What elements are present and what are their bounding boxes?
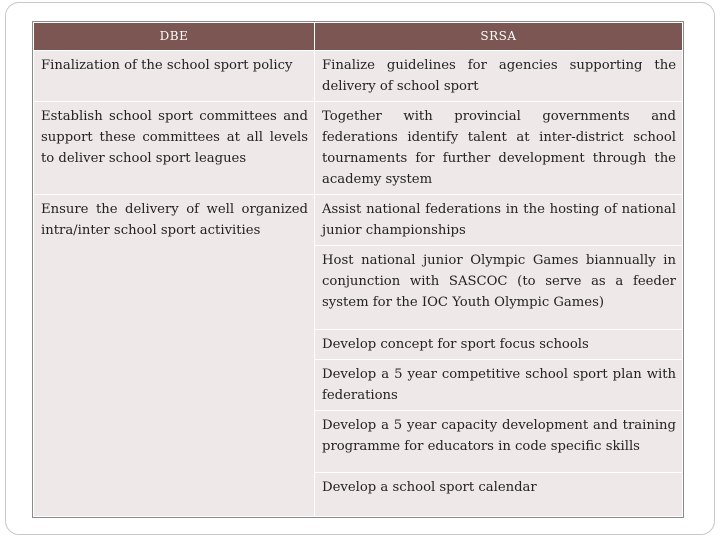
srsa-cell: Develop concept for sport focus schools (315, 330, 683, 360)
dbe-cell: Establish school sport committees and support these committees at all levels to deliver school sport leagues (34, 102, 315, 195)
srsa-cell: Develop a 5 year capacity development and training programme for educators in code specific skills (315, 411, 683, 473)
srsa-cell: Together with provincial governments and federations identify talent at inter-district school tournaments for further development through the academy system (315, 102, 683, 195)
responsibilities-table (33, 22, 683, 517)
srsa-cell: Develop a school sport calendar (315, 473, 683, 517)
table-row (34, 102, 683, 195)
dbe-cell: Finalization of the school sport policy (34, 51, 315, 102)
header-dbe: DBE (34, 23, 315, 51)
table-header-row (34, 23, 683, 51)
srsa-cell: Assist national federations in the hosting of national junior championships (315, 195, 683, 246)
dbe-cell: Ensure the delivery of well organized intra/inter school sport activities (34, 195, 315, 517)
table-row (34, 51, 683, 102)
header-srsa: SRSA (315, 23, 683, 51)
srsa-cell: Develop a 5 year competitive school sport plan with federations (315, 360, 683, 411)
srsa-cell: Finalize guidelines for agencies supporting the delivery of school sport (315, 51, 683, 102)
srsa-cell: Host national junior Olympic Games biannually in conjunction with SASCOC (to serve as a feeder system for the IOC Youth Olympic Games) (315, 246, 683, 330)
table-row (34, 195, 683, 246)
